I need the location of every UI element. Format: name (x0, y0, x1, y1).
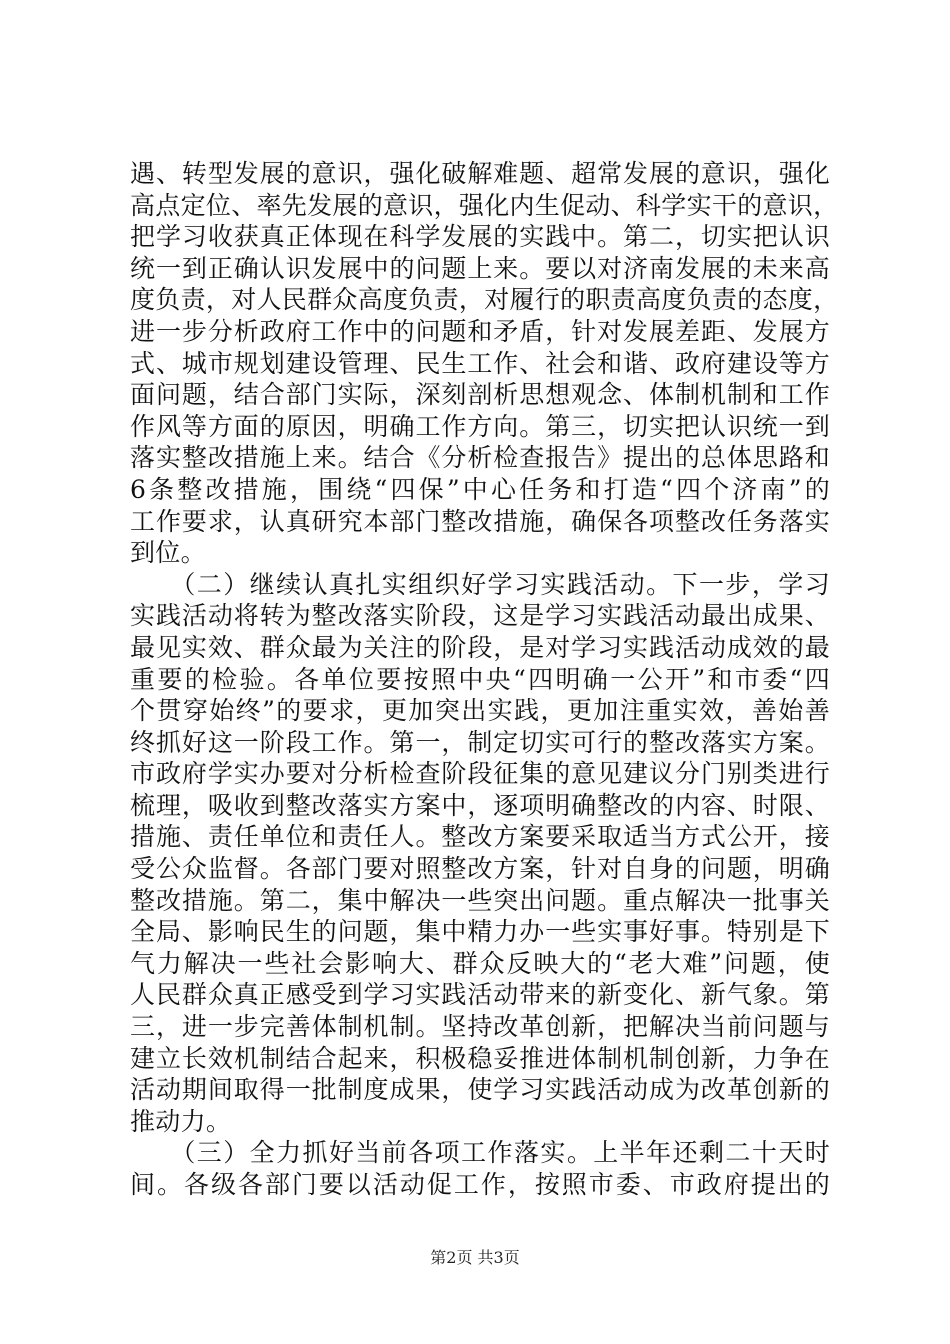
text-line: 终抓好这一阶段工作。第一，制定切实可行的整改落实方案。 (130, 727, 830, 757)
text-line: 受公众监督。各部门要对照整改方案，针对自身的问题，明确 (130, 854, 830, 884)
text-line: 到位。 (130, 538, 206, 568)
text-line: 实践活动将转为整改落实阶段，这是学习实践活动最出成果、 (130, 601, 830, 631)
text-line: 进一步分析政府工作中的问题和矛盾，针对发展差距、发展方 (130, 316, 830, 346)
text-line: 措施、责任单位和责任人。整改方案要采取适当方式公开，接 (130, 822, 830, 852)
text-line: 推动力。 (130, 1106, 232, 1136)
text-line: 6条整改措施，围绕“四保”中心任务和打造“四个济南”的 (130, 474, 830, 504)
text-line: 整改措施。第二，集中解决一些突出问题。重点解决一批事关 (130, 885, 830, 915)
text-line: 三，进一步完善体制机制。坚持改革创新，把解决当前问题与 (130, 1012, 830, 1042)
text-line: 度负责，对人民群众高度负责，对履行的职责高度负责的态度， (130, 285, 839, 315)
text-line: （二）继续认真扎实组织好学习实践活动。下一步，学习 (130, 569, 830, 599)
text-line: 建立长效机制结合起来，积极稳妥推进体制机制创新，力争在 (130, 1043, 830, 1073)
text-line: 人民群众真正感受到学习实践活动带来的新变化、新气象。第 (130, 980, 830, 1010)
text-line: 个贯穿始终”的要求，更加突出实践，更加注重实效，善始善 (130, 696, 830, 726)
text-line: 梳理，吸收到整改落实方案中，逐项明确整改的内容、时限、 (130, 790, 830, 820)
text-line: 把学习收获真正体现在科学发展的实践中。第二，切实把认识 (130, 222, 830, 252)
text-line: 作风等方面的原因，明确工作方向。第三，切实把认识统一到 (130, 411, 830, 441)
text-line: 统一到正确认识发展中的问题上来。要以对济南发展的未来高 (130, 253, 830, 283)
text-line: 最见实效、群众最为关注的阶段，是对学习实践活动成效的最 (130, 632, 830, 662)
document-body (130, 158, 839, 1201)
text-line: 间。各级各部门要以活动促工作，按照市委、市政府提出的 (130, 1170, 830, 1199)
page-number-footer: 第2页 共3页 (430, 1248, 520, 1267)
text-line: 高点定位、率先发展的意识，强化内生促动、科学实干的意识， (130, 190, 839, 220)
text-line: （三）全力抓好当前各项工作落实。上半年还剩二十天时 (130, 1138, 830, 1168)
text-line: 式、城市规划建设管理、民生工作、社会和谐、政府建设等方 (130, 348, 830, 378)
text-line: 活动期间取得一批制度成果，使学习实践活动成为改革创新的 (130, 1075, 830, 1105)
text-line: 遇、转型发展的意识，强化破解难题、超常发展的意识，强化 (130, 159, 830, 188)
text-line: 气力解决一些社会影响大、群众反映大的“老大难”问题，使 (130, 948, 830, 978)
text-line: 市政府学实办要对分析检查阶段征集的意见建议分门别类进行 (130, 759, 830, 789)
text-line: 面问题，结合部门实际，深刻剖析思想观念、体制机制和工作 (130, 380, 830, 410)
text-line: 重要的检验。各单位要按照中央“四明确一公开”和市委“四 (130, 664, 830, 694)
text-line: 全局、影响民生的问题，集中精力办一些实事好事。特别是下 (130, 917, 830, 947)
text-line: 落实整改措施上来。结合《分析检查报告》提出的总体思路和 (130, 443, 830, 473)
text-line: 工作要求，认真研究本部门整改措施，确保各项整改任务落实 (130, 506, 830, 536)
